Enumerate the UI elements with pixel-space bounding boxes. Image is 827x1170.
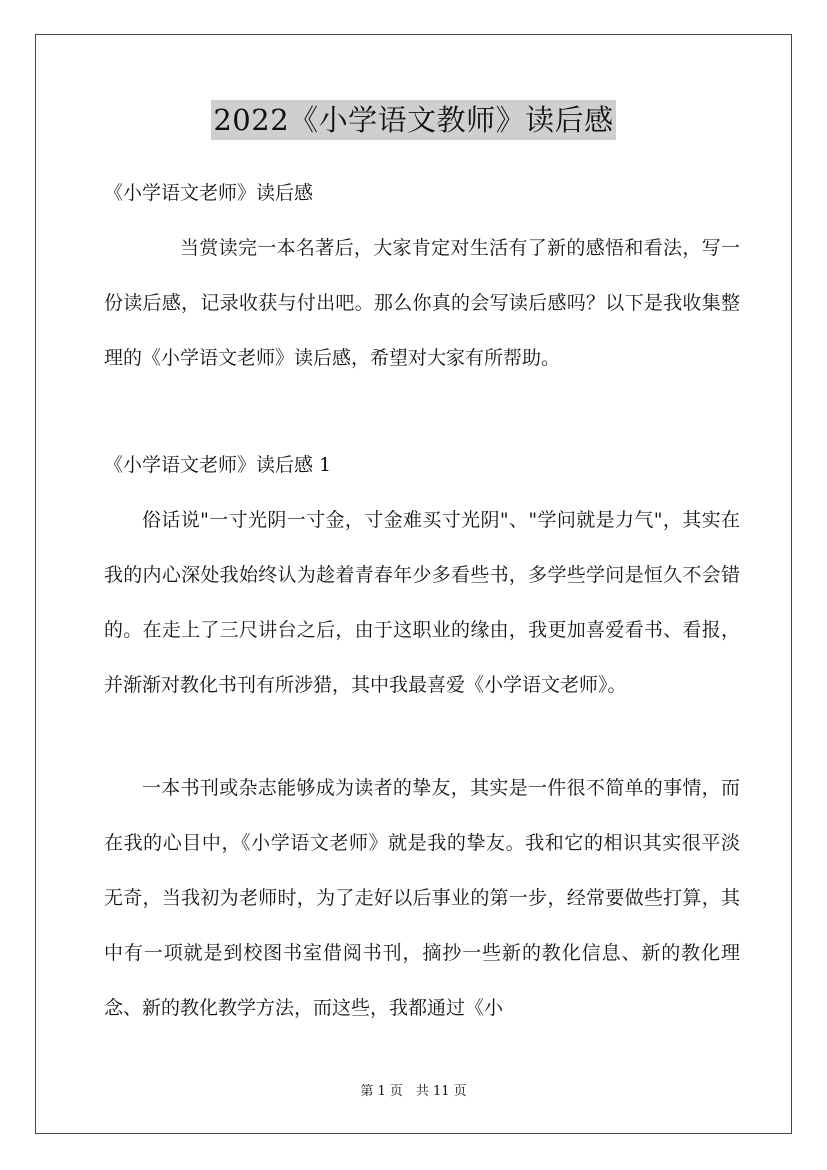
body-paragraph: 一本书刊或杂志能够成为读者的挚友，其实是一件很不简单的事情，而在我的心目中，《小学语文老师》就是我的挚友。我和它的相识其实很平淡无奇，当我初为老师时，为了走好以后事业的第一步，经常要做些打算，其中有一项就是到校图书室借阅书刊，摘抄一些新的教化信息、新的教化理念、新的教化教学方法，而这些，我都通过《小 — [104, 777, 740, 1019]
title-container — [0, 100, 827, 140]
intro-paragraph: 当赏读完一本名著后，大家肯定对生活有了新的感悟和看法，写一份读后感，记录收获与付出吧。那么你真的会写读后感吗？以下是我收集整理的《小学语文老师》读后感，希望对大家有所帮助。 — [104, 237, 740, 369]
body-paragraph: 俗话说"一寸光阴一寸金，寸金难买寸光阴"、"学问就是力气"，其实在我的内心深处我始终认为趁着青春年少多看些书，多学些学问是恒久不会错的。在走上了三尺讲台之后，由于这职业的缘由，我更加喜爱看书、看报，并渐渐对教化书刊有所涉猎，其中我最喜爱《小学语文老师》。 — [104, 509, 740, 696]
document-title: 2022《小学语文教师》读后感 — [211, 100, 615, 140]
page-footer: 第 1 页 共 11 页 — [360, 1084, 467, 1099]
document-subtitle: 《小学语文老师》读后感 — [104, 182, 314, 204]
section-heading: 《小学语文老师》读后感 1 — [104, 454, 332, 476]
